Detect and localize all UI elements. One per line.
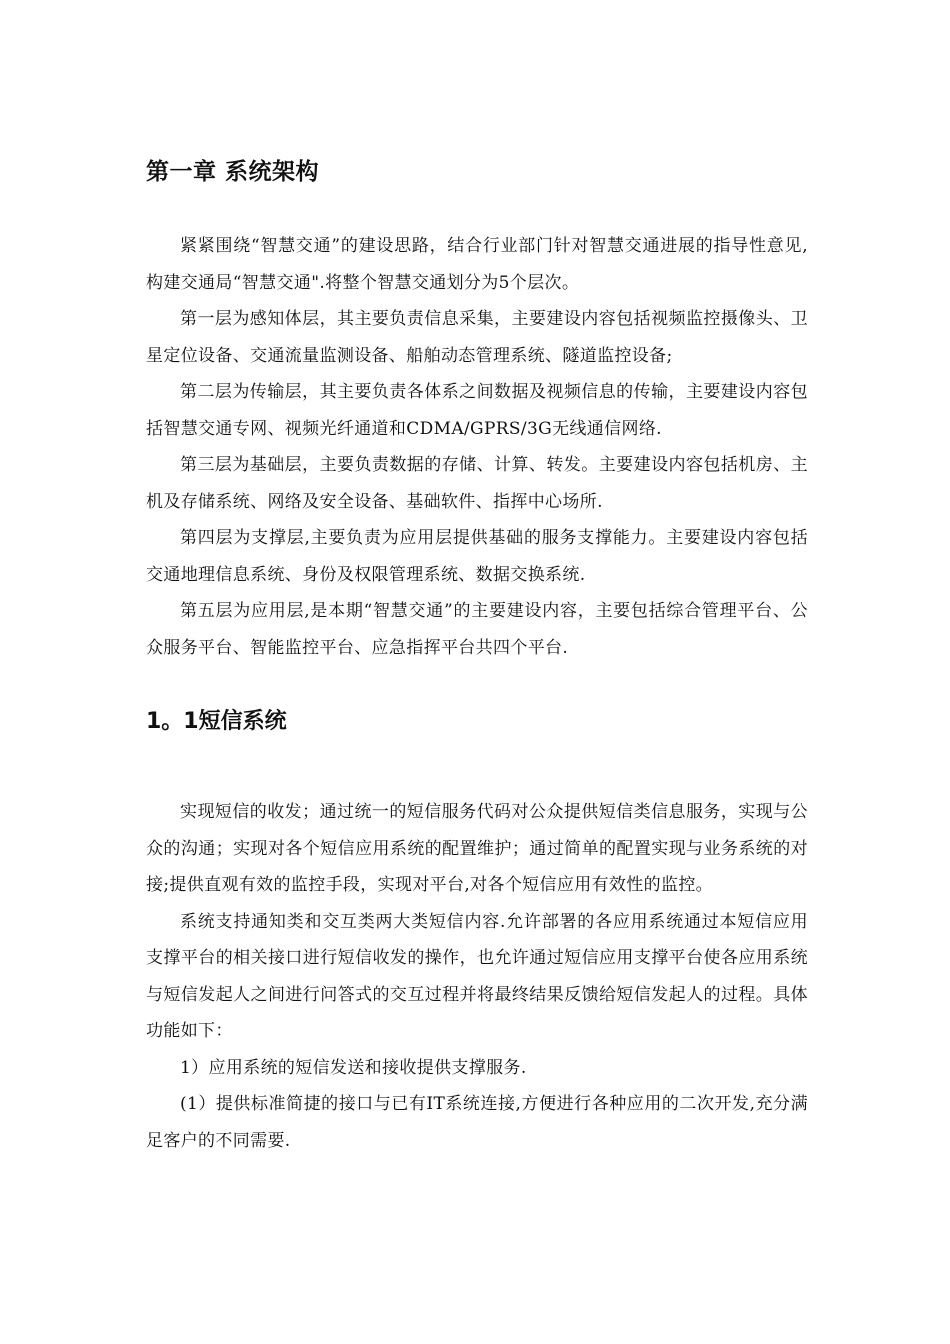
paragraph-layer-1: 第一层为感知体层，其主要负责信息采集，主要建设内容包括视频监控摄像头、卫星定位设备、交通流量监测设备、船舶动态管理系统、隧道监控设备; [146,309,808,366]
spacer [146,666,808,700]
paragraph-intro: 紧紧围绕“智慧交通”的建设思路，结合行业部门针对智慧交通进展的指导性意见,构建交通局“智慧交通".将整个智慧交通划分为5个层次。 [146,236,808,293]
document-body [146,150,808,1159]
paragraph-layer-5: 第五层为应用层,是本期“智慧交通”的主要建设内容，主要包括综合管理平台、公众服务平台、智能监控平台、应急指挥平台共四个平台. [146,601,808,658]
section-title: 1。1短信系统 [146,709,287,734]
paragraph-layer-2: 第二层为传输层，其主要负责各体系之间数据及视频信息的传输，主要建设内容包括智慧交通专网、视频光纤通道和CDMA/GPRS/3G无线通信网络. [146,382,808,439]
spacer [146,744,808,794]
list-item-1-1: (1）提供标准简捷的接口与已有IT系统连接,方便进行各种应用的二次开发,充分满足客户的不同需要. [146,1094,808,1151]
chapter-title: 第一章 系统架构 [146,159,320,185]
paragraph-layer-4: 第四层为支撑层,主要负责为应用层提供基础的服务支撑能力。主要建设内容包括交通地理信息系统、身份及权限管理系统、数据交换系统. [146,528,808,585]
paragraph-sms-overview: 实现短信的收发；通过统一的短信服务代码对公众提供短信类信息服务，实现与公众的沟通；实现对各个短信应用系统的配置维护；通过简单的配置实现与业务系统的对接;提供直观有效的监控手段，实现对平台,对各个短信应用有效性的监控。 [146,802,808,895]
paragraph-layer-3: 第三层为基础层，主要负责数据的存储、计算、转发。主要建设内容包括机房、主机及存储系统、网络及安全设备、基础软件、指挥中心场所. [146,455,808,512]
list-item-1: 1）应用系统的短信发送和接收提供支撑服务. [180,1057,527,1078]
spacer [146,194,808,228]
paragraph-sms-support: 系统支持通知类和交互类两大类短信内容.允许部署的各应用系统通过本短信应用支撑平台的相关接口进行短信收发的操作，也允许通过短信应用支撑平台使各应用系统与短信发起人之间进行问答式的交互过程并将最终结果反馈给短信发起人的过程。具体功能如下： [146,911,808,1041]
